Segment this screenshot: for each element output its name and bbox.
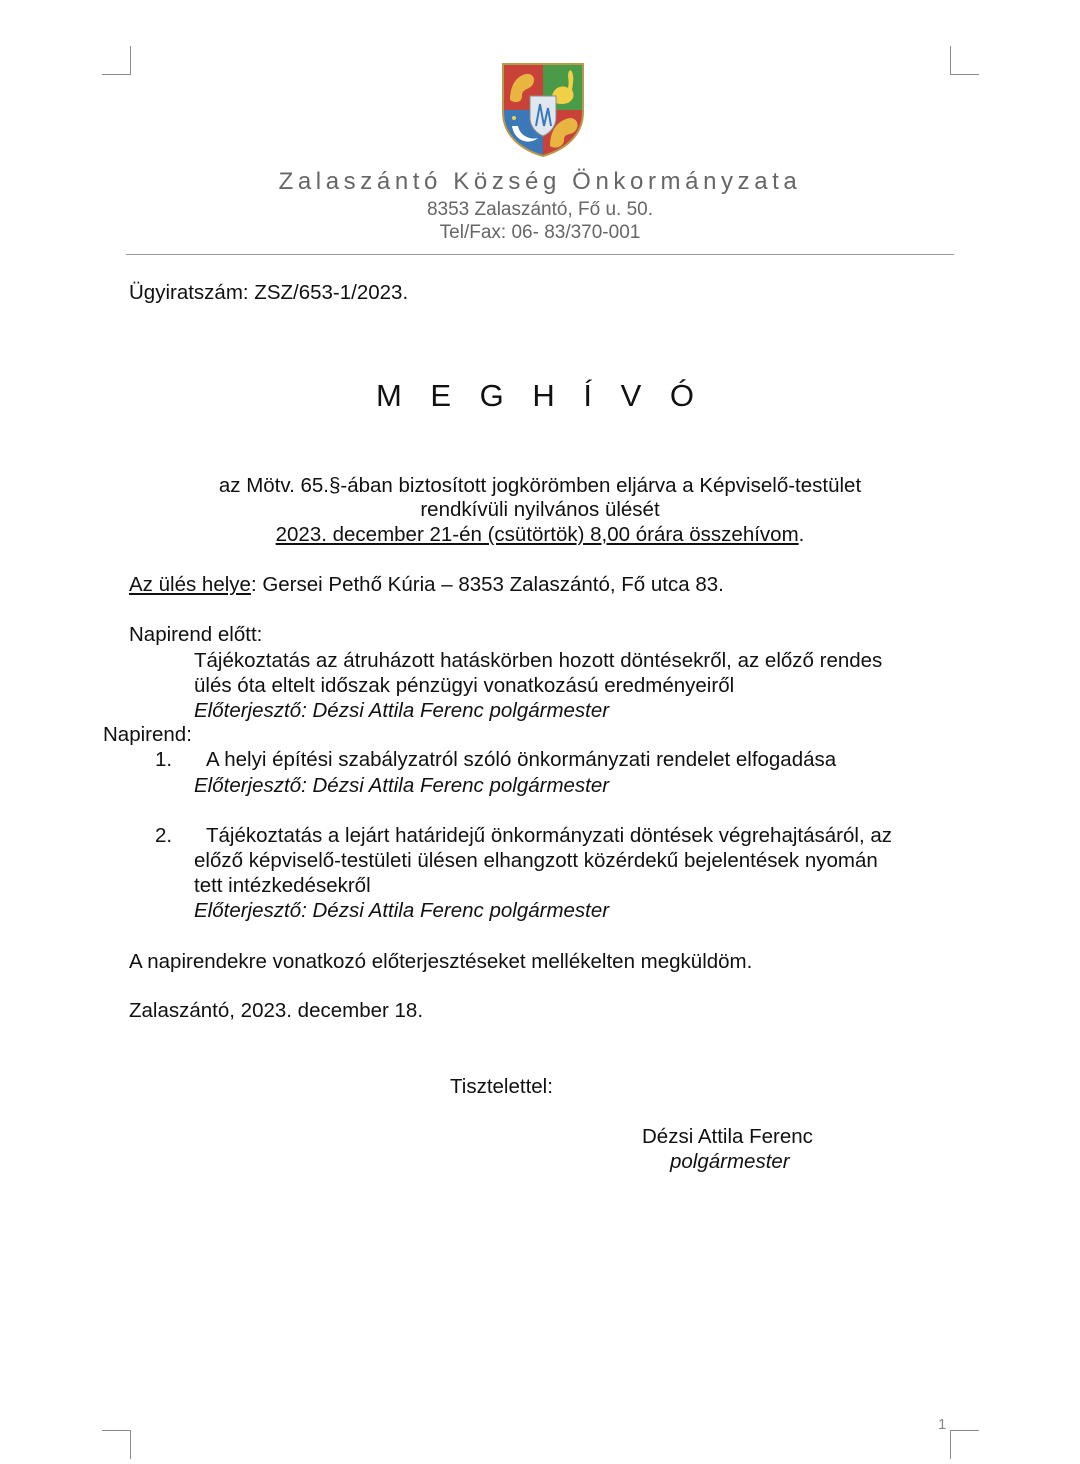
venue-label: Az ülés helye bbox=[129, 573, 251, 596]
intro-line-1: az Mötv. 65.§-ában biztosított jogkörömben eljárva a Képviselő-testület bbox=[218, 474, 862, 497]
intro-line-3-end: . bbox=[798, 523, 805, 546]
crop-mark-bottom-right bbox=[950, 1430, 979, 1459]
intro-line-2 bbox=[0, 497, 1080, 523]
intro-line-2-rest: ülését bbox=[599, 498, 660, 521]
case-number: Ügyiratszám: ZSZ/653-1/2023. bbox=[129, 281, 409, 304]
signer-name: Dézsi Attila Ferenc bbox=[642, 1125, 813, 1148]
agenda-item-2-line-2: előző képviselő-testületi ülésen elhangzott közérdekű bejelentések nyomán bbox=[194, 849, 878, 872]
pre-agenda-heading: Napirend előtt: bbox=[129, 623, 263, 646]
agenda-heading: Napirend: bbox=[103, 723, 192, 746]
meeting-date-time: 2023. december 21-én (csütörtök) 8,00 órára összehívom bbox=[275, 523, 799, 546]
intro-line-3 bbox=[0, 522, 1080, 548]
signer-role: polgármester bbox=[670, 1150, 790, 1173]
organization-phone-fax: Tel/Fax: 06- 83/370-001 bbox=[439, 222, 641, 243]
agenda-item-1-text: A helyi építési szabályzatról szóló önkormányzati rendelet elfogadása bbox=[206, 748, 837, 771]
agenda-item-2-line-1: Tájékoztatás a lejárt határidejű önkormányzati döntések végrehajtásáról, az bbox=[206, 824, 892, 847]
page-number: 1 bbox=[938, 1416, 947, 1433]
venue-text: : Gersei Pethő Kúria – 8353 Zalaszántó, Fő utca 83. bbox=[250, 573, 724, 596]
document-title: M E G H Í V Ó bbox=[375, 378, 705, 413]
header-divider bbox=[126, 254, 954, 255]
agenda-item-2-line-3: tett intézkedésekről bbox=[194, 874, 371, 897]
place-and-date: Zalaszántó, 2023. december 18. bbox=[129, 999, 424, 1022]
attachment-note: A napirendekre vonatkozó előterjesztéseket mellékelten megküldöm. bbox=[129, 950, 753, 973]
meeting-type: rendkívüli nyilvános bbox=[420, 498, 600, 521]
agenda-item-2-number: 2. bbox=[155, 824, 173, 847]
venue-line bbox=[129, 572, 724, 598]
crop-mark-bottom-left bbox=[102, 1430, 131, 1459]
coat-of-arms-logo bbox=[500, 60, 586, 158]
pre-agenda-line-2: ülés óta eltelt időszak pénzügyi vonatkozású eredményeiről bbox=[194, 674, 735, 697]
agenda-item-1-number: 1. bbox=[155, 748, 173, 771]
crop-mark-top-right bbox=[950, 46, 979, 75]
agenda-item-2-presenter: Előterjesztő: Dézsi Attila Ferenc polgármester bbox=[194, 899, 610, 922]
organization-name: Zalaszántó Község Önkormányzata bbox=[278, 168, 802, 195]
pre-agenda-line-1: Tájékoztatás az átruházott hatáskörben hozott döntésekről, az előző rendes bbox=[194, 649, 883, 672]
pre-agenda-presenter: Előterjesztő: Dézsi Attila Ferenc polgármester bbox=[194, 699, 610, 722]
organization-address: 8353 Zalaszántó, Fő u. 50. bbox=[426, 199, 654, 220]
agenda-item-1-presenter: Előterjesztő: Dézsi Attila Ferenc polgármester bbox=[194, 774, 610, 797]
crop-mark-top-left bbox=[102, 46, 131, 75]
closing-salutation: Tisztelettel: bbox=[450, 1075, 553, 1098]
